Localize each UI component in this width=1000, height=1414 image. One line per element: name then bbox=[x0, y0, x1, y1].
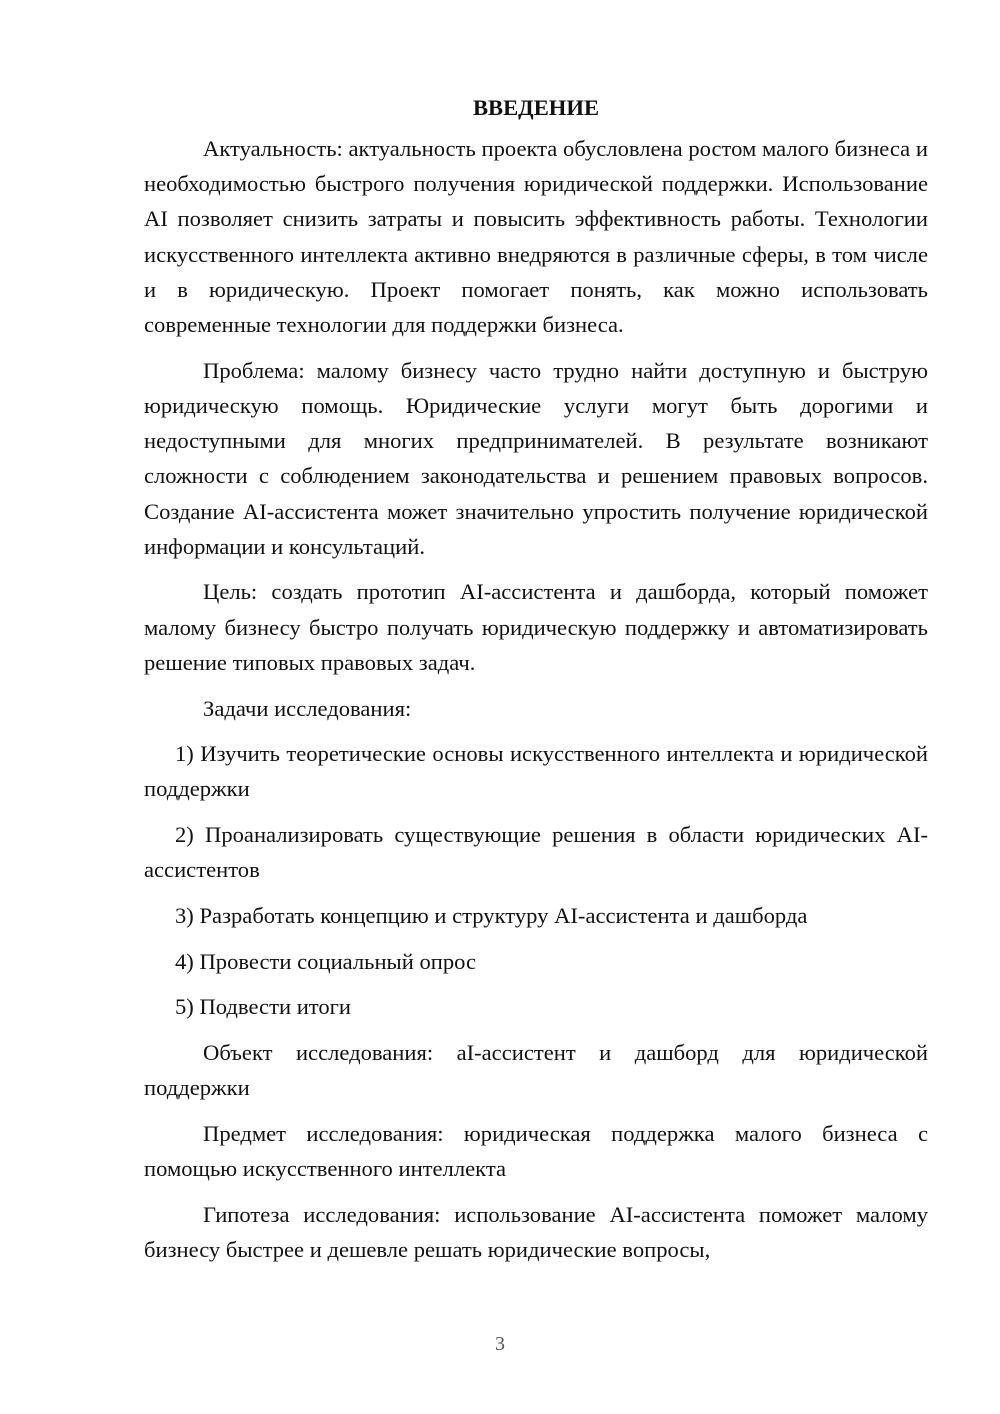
page-number: 3 bbox=[495, 1333, 505, 1355]
paragraph-goal: Цель: создать прототип AI-ассистента и дашборда, который поможет малому бизнесу быстро получать юридическую поддержку и автоматизировать решение типовых правовых задач. bbox=[144, 579, 928, 675]
paragraph-hypothesis: Гипотеза исследования: использование AI-ассистента поможет малому бизнесу быстрее и дешевле решать юридические вопросы, bbox=[144, 1201, 928, 1263]
section-title: ВВЕДЕНИЕ bbox=[472, 95, 600, 120]
list-item: 1) Изучить теоретические основы искусственного интеллекта и юридической поддержки bbox=[144, 741, 928, 802]
paragraph-relevance: Актуальность: актуальность проекта обусловлена ростом малого бизнеса и необходимостью быстрого получения юридической поддержки. Использование AI позволяет снизить затраты и повысить эффективность работы. Технологии искусственного интеллекта активно внедряются в различные сферы, в том числе и в юридическую. Проект помогает понять, как можно использовать современные технологии для поддержки бизнеса. bbox=[144, 136, 928, 338]
list-item: 3) Разработать концепцию и структуру AI-ассистента и дашборда bbox=[175, 903, 808, 929]
document-page bbox=[144, 90, 928, 1278]
paragraph-object: Объект исследования: aI-ассистент и дашборд для юридической поддержки bbox=[144, 1040, 928, 1101]
paragraph-problem: Проблема: малому бизнесу часто трудно найти доступную и быструю юридическую помощь. Юридические услуги могут быть дорогими и недоступными для многих предпринимателей. В результате возникают сложности с соблюдением законодательства и решением правовых вопросов. Создание AI-ассистента может значительно упростить получение юридической информации и консультаций. bbox=[144, 357, 928, 559]
paragraph-subject: Предмет исследования: юридическая поддержка малого бизнеса с помощью искусственного интеллекта bbox=[144, 1121, 928, 1182]
list-item: 2) Проанализировать существующие решения в области юридических AI-ассистентов bbox=[144, 822, 928, 883]
list-item: 5) Подвести итоги bbox=[175, 994, 352, 1020]
list-item: 4) Провести социальный опрос bbox=[175, 948, 477, 974]
tasks-list bbox=[144, 736, 928, 1024]
tasks-heading: Задачи исследования: bbox=[203, 695, 412, 721]
